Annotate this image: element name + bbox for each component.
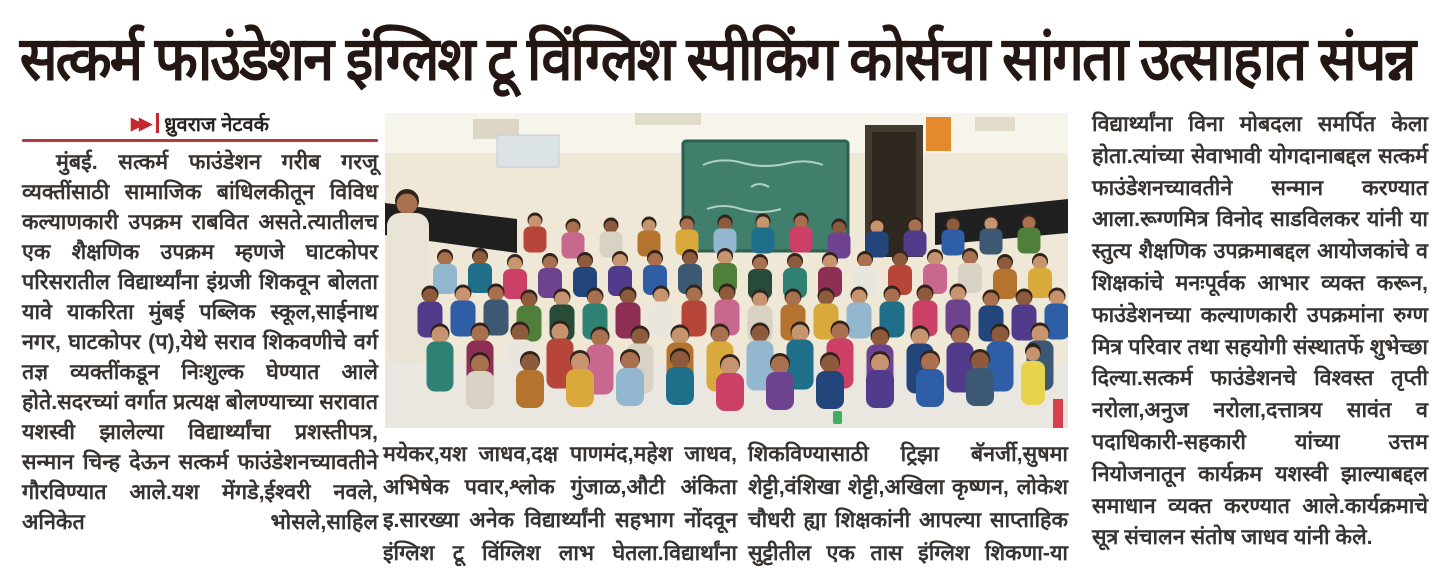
group-photo <box>385 113 1068 428</box>
article-left-column: मुंबई. सत्कर्म फाउंडेशन गरीब गरजू व्यक्तींसाठी सामाजिक बांधिलकीतून विविध कल्याणकारी उपक्रम राबवित असते.त्यातीलच एक शैक्षणिक उपक्रम म्हणजे घाटकोपर परिसरातील विद्यार्थ्यांना इंग्रजी शिकवून बोलता यावे याकरिता मुंबई पब्लिक स्कूल,साईनाथ नगर, घाटकोपर (प),येथे सराव शिकवणीचे वर्ग तज्ञ व्यक्तींकडून निःशुल्क घेण्यात आले होते.सदरच्यां वर्गात प्रत्यक्ष बोलण्याच्या सरावात यशस्वी झालेल्या विद्यार्थ्यांचा प्रशस्तीपत्र, सन्मान चिन्ह देऊन सत्कर्म फाउंडेशनच्यावतीने गौरविण्यात आले.यश मेंगडे,ईश्वरी नवले, अनिकेत भोसले,साहिल <box>22 150 378 534</box>
ceiling-vent-right <box>975 117 1015 131</box>
byline-rule <box>22 139 378 142</box>
byline-arrows-icon: ▶▶ <box>131 113 148 133</box>
byline-network-label: ध्रुवराज नेटवर्क <box>164 113 269 136</box>
byline <box>22 108 378 138</box>
article-middle-column-1: मयेकर,यश जाधव,दक्ष पाणमंद,महेश जाधव, अभिषेक पवार,श्लोक गुंजाळ,औटी अंकिता इ.सारख्या अनेक विद्यार्थ्यांनी सहभाग नोंदवून इंग्लिश टू विंग्लिश लाभ घेतला.विद्यार्थांना <box>383 442 737 565</box>
group-photo-illustration <box>385 113 1068 428</box>
byline-bar-icon <box>156 113 159 133</box>
orange-sign <box>926 117 951 151</box>
window <box>497 135 559 167</box>
ceiling-beam <box>635 113 701 125</box>
article-middle-column-2: शिकविण्यासाठी ट्रिझा बॅनर्जी,सुषमा शेट्टी,वंशिखा शेट्टी,अखिला कृष्णन, लोकेश चौधरी ह्या शिक्षकांनी आपल्या साप्ताहिक सुट्टीतील एक तास इंग्लिश शिकणा-या <box>748 442 1068 565</box>
headline: सत्कर्म फाउंडेशन इंग्लिश टू विंग्लिश स्पीकिंग कोर्सचा सांगता उत्साहात संपन्न <box>19 24 1415 93</box>
green-bottle <box>833 411 842 424</box>
red-stripe-accent <box>1053 399 1063 428</box>
article-right-column: विद्यार्थ्यांना विना मोबदला समर्पित केला होता.त्यांच्या सेवाभावी योगदानाबद्दल सत्कर्म फाउंडेशनच्यावतीने सन्मान करण्यात आला.रूग्णमित्र विनोद साडविलकर यांनी या स्तुत्य शैक्षणिक उपक्रमाबद्दल आयोजकांचे व शिक्षकांचे मनःपूर्वक आभार व्यक्त करून, फाउंडेशनच्या कल्याणकारी उपक्रमांना रुग्ण मित्र परिवार तथा सहयोगी संस्थातर्फे शुभेच्छा दिल्या.सत्कर्म फाउंडेशनचे विश्वस्त तृप्ती नरोला,अनुज नरोला,दत्तात्रय सावंत व पदाधिकारी-सहकारी यांच्या उत्तम नियोजनातून कार्यक्रम यशस्वी झाल्याबद्दल समाधान व्यक्त करण्यात आले.कार्यक्रमाचे सूत्र संचालन संतोष जाधव यांनी केले. <box>1092 112 1428 550</box>
